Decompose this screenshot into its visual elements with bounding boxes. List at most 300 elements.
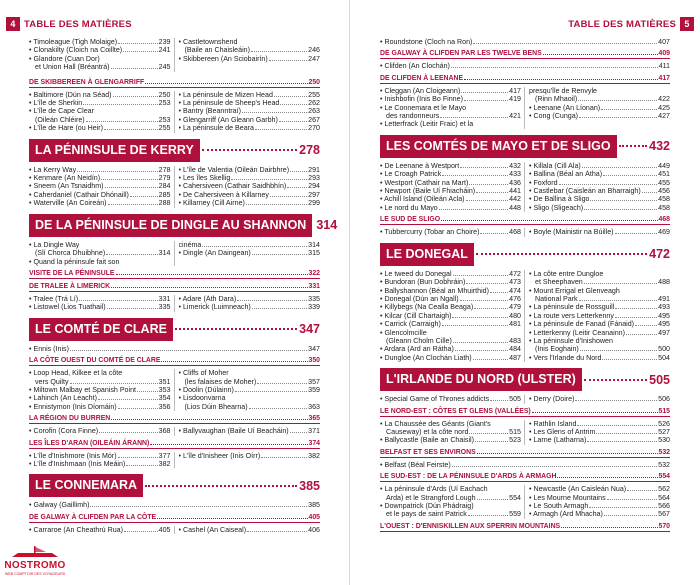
toc-entry-full: [380, 38, 670, 46]
entry-page-number: 422: [658, 95, 670, 104]
toc-entry[interactable]: [29, 249, 171, 257]
entry-page-number: 288: [158, 199, 171, 208]
chapter-page-number: 472: [649, 247, 670, 262]
toc-entry[interactable]: [529, 170, 670, 178]
toc-entry[interactable]: [380, 104, 521, 112]
dot-leader: [237, 300, 307, 301]
entry-title: • Ennis (Inis): [29, 345, 69, 353]
entry-page-number: 263: [308, 107, 320, 116]
toc-entry[interactable]: [29, 199, 171, 207]
entry-title: • Cong (Cunga): [529, 112, 578, 120]
toc-entry[interactable]: [179, 46, 321, 54]
entry-title: • Waterville (An Coireán): [29, 199, 107, 207]
entry-page-number: 491: [658, 294, 670, 303]
chapter-banner[interactable]: [29, 214, 338, 237]
dot-leader: [98, 399, 158, 400]
toc-entry[interactable]: [529, 395, 670, 403]
toc-column: [174, 295, 321, 312]
subsection-title: LES ÎLES D'ARAN (OILEÁIN ÁRANN): [29, 439, 150, 447]
toc-entry[interactable]: [179, 174, 321, 182]
toc-entry[interactable]: [529, 295, 670, 303]
chapter-page-number: 432: [649, 139, 670, 154]
toc-entry[interactable]: [29, 107, 171, 115]
toc-entry[interactable]: [29, 303, 171, 311]
dot-leader: [274, 96, 307, 97]
dot-leader: [247, 531, 307, 532]
toc-entry[interactable]: [29, 427, 171, 435]
toc-entry[interactable]: [179, 369, 321, 377]
entry-page-number: 559: [509, 510, 521, 519]
toc-entry[interactable]: [529, 195, 670, 203]
entry-title: • Belfast (Béal Feirste): [380, 461, 451, 469]
subsection-heading[interactable]: [380, 522, 670, 532]
toc-column: [29, 241, 171, 266]
toc-entry[interactable]: [179, 116, 321, 124]
subsection-heading[interactable]: [29, 356, 320, 366]
dot-leader: [532, 412, 658, 413]
entry-title: • Cleggan (An Cloigeann): [380, 87, 460, 95]
dot-leader: [579, 300, 658, 301]
entry-title: • Rathlin Island: [529, 420, 576, 428]
dot-leader: [626, 334, 657, 335]
toc-entry[interactable]: [29, 369, 171, 377]
toc-entry[interactable]: [380, 204, 521, 212]
dot-leader: [474, 308, 508, 309]
entry-title: • Ballycastle (Baile an Chaisil): [380, 436, 474, 444]
section-dingle: [29, 214, 338, 312]
dot-leader: [476, 253, 647, 255]
entry-title: • L'île de Valentia (Oileán Dairbhre): [179, 166, 290, 174]
dot-leader: [118, 43, 157, 44]
entry-page-number: 294: [308, 182, 320, 191]
toc-entry[interactable]: [29, 182, 171, 190]
section-clare: [29, 318, 320, 469]
dot-leader: [270, 196, 307, 197]
toc-entry[interactable]: [529, 87, 670, 95]
toc-entry[interactable]: [529, 337, 670, 345]
toc-entry[interactable]: [179, 199, 321, 207]
entry-title: • Foxford: [529, 179, 558, 187]
entry-page-number: 354: [158, 394, 171, 403]
entry-title: • Miltown Malbay et Spanish Point: [29, 386, 136, 394]
toc-entry[interactable]: [380, 112, 521, 120]
entry-title: • Sligo (Sligeach): [529, 204, 583, 212]
toc-entry[interactable]: [179, 124, 321, 132]
dot-leader: [111, 287, 307, 288]
toc-entry[interactable]: [380, 354, 521, 362]
entry-page-number: 297: [308, 190, 320, 199]
toc-entry[interactable]: [380, 337, 521, 345]
dot-leader: [118, 408, 158, 409]
entry-page-number: 564: [658, 493, 670, 502]
entry-page-number: 385: [308, 501, 320, 510]
toc-column: [29, 452, 171, 469]
toc-entry[interactable]: [29, 166, 171, 174]
entry-page-number: 299: [308, 199, 320, 208]
toc-entry[interactable]: [529, 320, 670, 328]
dot-leader: [603, 175, 657, 176]
toc-entry[interactable]: [29, 191, 171, 199]
dot-leader: [473, 359, 509, 360]
toc-entry[interactable]: [380, 287, 521, 295]
entry-title: • Cahersiveen (Cathair Saidhbhín): [179, 182, 287, 190]
dot-leader: [246, 204, 307, 205]
toc-column: [29, 369, 171, 411]
toc-entry[interactable]: [380, 187, 521, 195]
entry-title: • Le tweed du Donegal: [380, 270, 452, 278]
toc-entry[interactable]: [29, 91, 171, 99]
entry-title: • L'île de Cape Clear: [29, 107, 94, 115]
entry-page-number: 432: [509, 161, 521, 170]
subsection-heading[interactable]: [380, 74, 670, 84]
entry-page-number: 476: [509, 294, 521, 303]
toc-entry[interactable]: [29, 46, 171, 54]
toc-entry[interactable]: [380, 95, 521, 103]
entry-page-number: 455: [658, 178, 670, 187]
toc-entry[interactable]: [29, 526, 171, 534]
entry-title: • Caherdaniel (Cathair Dhónaill): [29, 191, 129, 199]
toc-entry[interactable]: [179, 55, 321, 63]
toc-entry[interactable]: [179, 249, 321, 257]
toc-entry[interactable]: [529, 270, 670, 278]
entry-page-number: 441: [509, 187, 521, 196]
toc-entry[interactable]: [29, 394, 171, 402]
entry-page-number: 335: [308, 294, 320, 303]
entry-page-number: 425: [658, 103, 670, 112]
dot-leader: [455, 350, 508, 351]
entry-title: • La Dingle Way: [29, 241, 79, 249]
dot-leader: [99, 432, 158, 433]
toc-entry[interactable]: [179, 182, 321, 190]
subsection-title: DE SKIBBEREEN À GLENGARRIFF: [29, 78, 145, 86]
toc-column: [174, 369, 321, 411]
toc-entry[interactable]: [29, 174, 171, 182]
toc-entry[interactable]: [179, 38, 321, 46]
entry-title: (Lios Dúin Bhearna): [184, 402, 248, 411]
subsection-heading[interactable]: [380, 215, 670, 225]
entry-title: • L'île de Hare (ou Heir): [29, 124, 103, 132]
toc-entry[interactable]: [380, 420, 521, 428]
entry-title: • La péninsule de Fanad (Fánaid): [529, 320, 634, 328]
entry-title: • Listowel (Lios Tuathail): [29, 303, 106, 311]
toc-entry[interactable]: [529, 329, 670, 337]
dot-leader: [257, 383, 307, 384]
entry-title: (Inis Eoghain): [535, 345, 579, 354]
toc-entry[interactable]: [380, 278, 521, 286]
toc-entry[interactable]: [29, 460, 171, 468]
entry-title: (Gleann Cholm Cille): [386, 336, 452, 345]
toc-column: [174, 38, 321, 72]
chapter-banner[interactable]: [380, 368, 670, 391]
dot-leader: [607, 499, 658, 500]
entry-page-number: 493: [658, 303, 670, 312]
entry-title: • Ballyvaughan (Baile Uí Beacháin): [179, 427, 289, 435]
subsection-page-number: 532: [658, 448, 670, 456]
toc-entry[interactable]: [380, 395, 521, 403]
entry-page-number: 331: [158, 294, 171, 303]
entry-page-number: 315: [308, 249, 320, 258]
subsection-title: LA RÉGION DU BURREN: [29, 415, 111, 423]
entry-title: • L'île de Sherkin: [29, 99, 82, 107]
toc-entry[interactable]: [29, 116, 171, 124]
entry-title: • Le Connemara et le Mayo: [380, 104, 466, 112]
subsection-heading[interactable]: [380, 407, 670, 417]
toc-entry[interactable]: [380, 295, 521, 303]
toc-column: [524, 420, 670, 445]
chapter-title: LE COMTÉ DE CLARE: [29, 318, 173, 341]
toc-entry[interactable]: [29, 386, 171, 394]
toc-entry[interactable]: [179, 403, 321, 411]
entry-page-number: 480: [509, 311, 521, 320]
entry-page-number: 488: [658, 278, 670, 287]
chapter-banner[interactable]: [29, 139, 320, 162]
toc-column: [29, 295, 171, 312]
toc-entry[interactable]: [529, 420, 670, 428]
toc-entry[interactable]: [179, 295, 321, 303]
dot-leader: [79, 300, 158, 301]
subsection-title: VISITE DE LA PÉNINSULE: [29, 269, 115, 277]
entry-page-number: 449: [658, 161, 670, 170]
entry-page-number: 562: [658, 485, 670, 494]
entry-title: • Castletownshend: [179, 38, 238, 46]
toc-entry[interactable]: [380, 120, 521, 128]
toc-entry[interactable]: [179, 378, 321, 386]
dot-leader: [477, 499, 509, 500]
toc-entry[interactable]: [179, 526, 321, 534]
toc-entry[interactable]: [529, 287, 670, 295]
entry-page-number: 495: [658, 320, 670, 329]
toc-entry[interactable]: [380, 502, 521, 510]
toc-entry[interactable]: [529, 104, 670, 112]
entry-title: (les falaises de Moher): [184, 377, 257, 386]
toc-entry[interactable]: [529, 436, 670, 444]
toc-entry[interactable]: [380, 270, 521, 278]
dot-leader: [105, 187, 158, 188]
toc-entry[interactable]: [29, 38, 171, 46]
toc-entry[interactable]: [529, 312, 670, 320]
subsection-title: DE CLIFDEN À LEENANE: [380, 74, 464, 82]
toc-entry[interactable]: [179, 166, 321, 174]
toc-entry[interactable]: [380, 436, 521, 444]
toc-entry[interactable]: [380, 428, 521, 436]
subsection-heading[interactable]: [29, 439, 320, 449]
toc-entry[interactable]: [29, 403, 171, 411]
toc-entry[interactable]: [179, 191, 321, 199]
dot-leader: [442, 175, 508, 176]
toc-entry[interactable]: [29, 99, 171, 107]
toc-entry[interactable]: [380, 87, 521, 95]
dot-leader: [452, 466, 657, 467]
entry-title: • Le South Armagh: [529, 502, 588, 510]
toc-entry[interactable]: [529, 510, 670, 518]
toc-entry[interactable]: [380, 195, 521, 203]
toc-column: [380, 162, 521, 212]
dot-leader: [145, 485, 297, 487]
entry-page-number: 500: [658, 345, 670, 354]
subsection-heading[interactable]: [29, 269, 320, 279]
toc-entry[interactable]: [29, 55, 171, 63]
chapter-banner[interactable]: [29, 474, 320, 497]
toc-entry[interactable]: [380, 461, 670, 469]
entry-title: • Killarney (Cill Airne): [179, 199, 245, 207]
dot-leader: [469, 433, 508, 434]
dot-leader: [460, 167, 508, 168]
toc-entry[interactable]: [179, 241, 321, 249]
entry-page-number: 483: [509, 336, 521, 345]
entry-page-number: 436: [509, 178, 521, 187]
toc-entry[interactable]: [380, 162, 521, 170]
toc-entry[interactable]: [380, 345, 521, 353]
subsection-heading[interactable]: [29, 513, 320, 523]
toc-entry[interactable]: [29, 241, 171, 249]
dot-leader: [627, 490, 657, 491]
toc-entry[interactable]: [529, 502, 670, 510]
entry-page-number: 239: [158, 38, 171, 46]
toc-entry[interactable]: [29, 63, 171, 71]
entry-page-number: 347: [308, 344, 320, 353]
toc-entry[interactable]: [29, 295, 171, 303]
dot-leader: [137, 391, 158, 392]
entry-title: (Slí Chorca Dhuibhne): [35, 249, 106, 258]
entry-title: et Sheephaven: [535, 278, 583, 287]
chapter-page-number: 505: [649, 372, 670, 387]
toc-entry[interactable]: [529, 345, 670, 353]
entry-page-number: 456: [658, 187, 670, 196]
subsection-heading[interactable]: [29, 282, 320, 292]
toc-entry[interactable]: [29, 378, 171, 386]
toc-entry[interactable]: [380, 510, 521, 518]
subsection-title: LE SUD-EST : DE LA PÉNINSULE D'ARDS À ARMAGH: [380, 473, 557, 481]
header-title: TABLE DES MATIÈRES: [24, 19, 132, 30]
dot-leader: [468, 515, 508, 516]
toc-entry[interactable]: [179, 99, 321, 107]
toc-entry[interactable]: [179, 91, 321, 99]
toc-entry[interactable]: [380, 228, 521, 236]
toc-entry[interactable]: [380, 320, 521, 328]
entry-page-number: 421: [509, 112, 521, 121]
dot-leader: [584, 209, 657, 210]
header-title: TABLE DES MATIÈRES: [568, 19, 676, 30]
toc-entry[interactable]: [29, 452, 171, 460]
chapter-page-number: 347: [299, 322, 320, 337]
entry-page-number: 359: [308, 385, 320, 394]
toc-entry[interactable]: [380, 329, 521, 337]
entry-page-number: 419: [509, 95, 521, 104]
entry-title: Causeway) et la côte nord: [386, 427, 469, 436]
entry-page-number: 241: [158, 46, 171, 55]
toc-entry[interactable]: [380, 62, 670, 70]
entry-page-number: 468: [509, 228, 521, 237]
toc-entry[interactable]: [179, 394, 321, 402]
entry-title: • Carraroe (An Cheathrú Rua): [29, 526, 123, 534]
toc-entry[interactable]: [380, 485, 521, 493]
chapter-title: L'IRLANDE DU NORD (ULSTER): [380, 368, 582, 391]
chapter-banner[interactable]: [380, 135, 670, 158]
toc-entry[interactable]: [529, 112, 670, 120]
dot-leader: [202, 246, 307, 247]
subsection-title: DE TRALEE À LIMERICK: [29, 282, 111, 290]
entry-page-number: 405: [158, 525, 171, 534]
dot-leader: [118, 457, 158, 458]
toc-entry[interactable]: [29, 258, 171, 266]
dot-leader: [440, 117, 508, 118]
toc-entry[interactable]: [29, 124, 171, 132]
toc-entry[interactable]: [179, 386, 321, 394]
subsection-heading[interactable]: [29, 78, 320, 88]
section-connemara-cont: [380, 38, 670, 129]
toc-entry[interactable]: [529, 95, 670, 103]
entry-title: • Lisdoonvarna: [179, 394, 226, 402]
toc-entry[interactable]: [179, 107, 321, 115]
entry-page-number: 291: [308, 165, 320, 174]
dot-leader: [582, 167, 657, 168]
entry-title: • Roundstone (Cloch na Ron): [380, 38, 472, 46]
toc-entry[interactable]: [529, 187, 670, 195]
dot-leader: [451, 67, 658, 68]
toc-entry[interactable]: [179, 427, 321, 435]
toc-entry[interactable]: [529, 303, 670, 311]
toc-entry[interactable]: [29, 501, 320, 509]
toc-entry[interactable]: [179, 303, 321, 311]
toc-entry[interactable]: [529, 494, 670, 502]
toc-entry[interactable]: [380, 38, 670, 46]
toc-column: [524, 162, 670, 212]
chapter-banner[interactable]: [29, 318, 320, 341]
entry-page-number: 554: [509, 493, 521, 502]
entry-title: • Dungloe (An Clochán Liath): [380, 354, 472, 362]
toc-entry[interactable]: [529, 354, 670, 362]
entry-title: • Tralee (Trá Lí): [29, 295, 78, 303]
toc-entry[interactable]: [380, 303, 521, 311]
toc-column: [524, 485, 670, 519]
toc-entry[interactable]: [529, 162, 670, 170]
subsection-page-number: 405: [308, 513, 320, 521]
toc-entry[interactable]: [179, 452, 321, 460]
chapter-banner[interactable]: [380, 243, 670, 266]
toc-entry[interactable]: [529, 179, 670, 187]
toc-entry[interactable]: [529, 228, 670, 236]
entry-title: • Skibbereen (An Sciobairín): [179, 55, 268, 63]
toc-entry[interactable]: [380, 170, 521, 178]
entry-page-number: 255: [158, 124, 171, 133]
entry-title: • Les Glens of Antrim: [529, 428, 595, 436]
chapter-title: DE LA PÉNINSULE DE DINGLE AU SHANNON: [29, 214, 312, 237]
toc-entry[interactable]: [380, 494, 521, 502]
toc-entry[interactable]: [529, 278, 670, 286]
toc-entry[interactable]: [29, 345, 320, 353]
toc-entry[interactable]: [529, 428, 670, 436]
subsection-heading[interactable]: [29, 414, 320, 424]
subsection-heading[interactable]: [380, 448, 670, 458]
entry-page-number: 382: [308, 451, 320, 460]
toc-entry[interactable]: [529, 485, 670, 493]
subsection-heading[interactable]: [380, 49, 670, 59]
dot-leader: [111, 68, 158, 69]
subsection-heading[interactable]: [380, 472, 670, 482]
entry-page-number: 567: [658, 510, 670, 519]
entry-page-number: 495: [658, 311, 670, 320]
dot-leader: [601, 109, 657, 110]
toc-entry[interactable]: [380, 179, 521, 187]
dot-leader: [175, 328, 297, 330]
entry-title: cinéma: [178, 240, 202, 249]
entry-page-number: 314: [308, 240, 320, 249]
dot-leader: [460, 300, 509, 301]
entry-page-number: 515: [509, 427, 521, 436]
dot-leader: [453, 275, 509, 276]
toc-entry[interactable]: [380, 312, 521, 320]
toc-entry[interactable]: [529, 204, 670, 212]
